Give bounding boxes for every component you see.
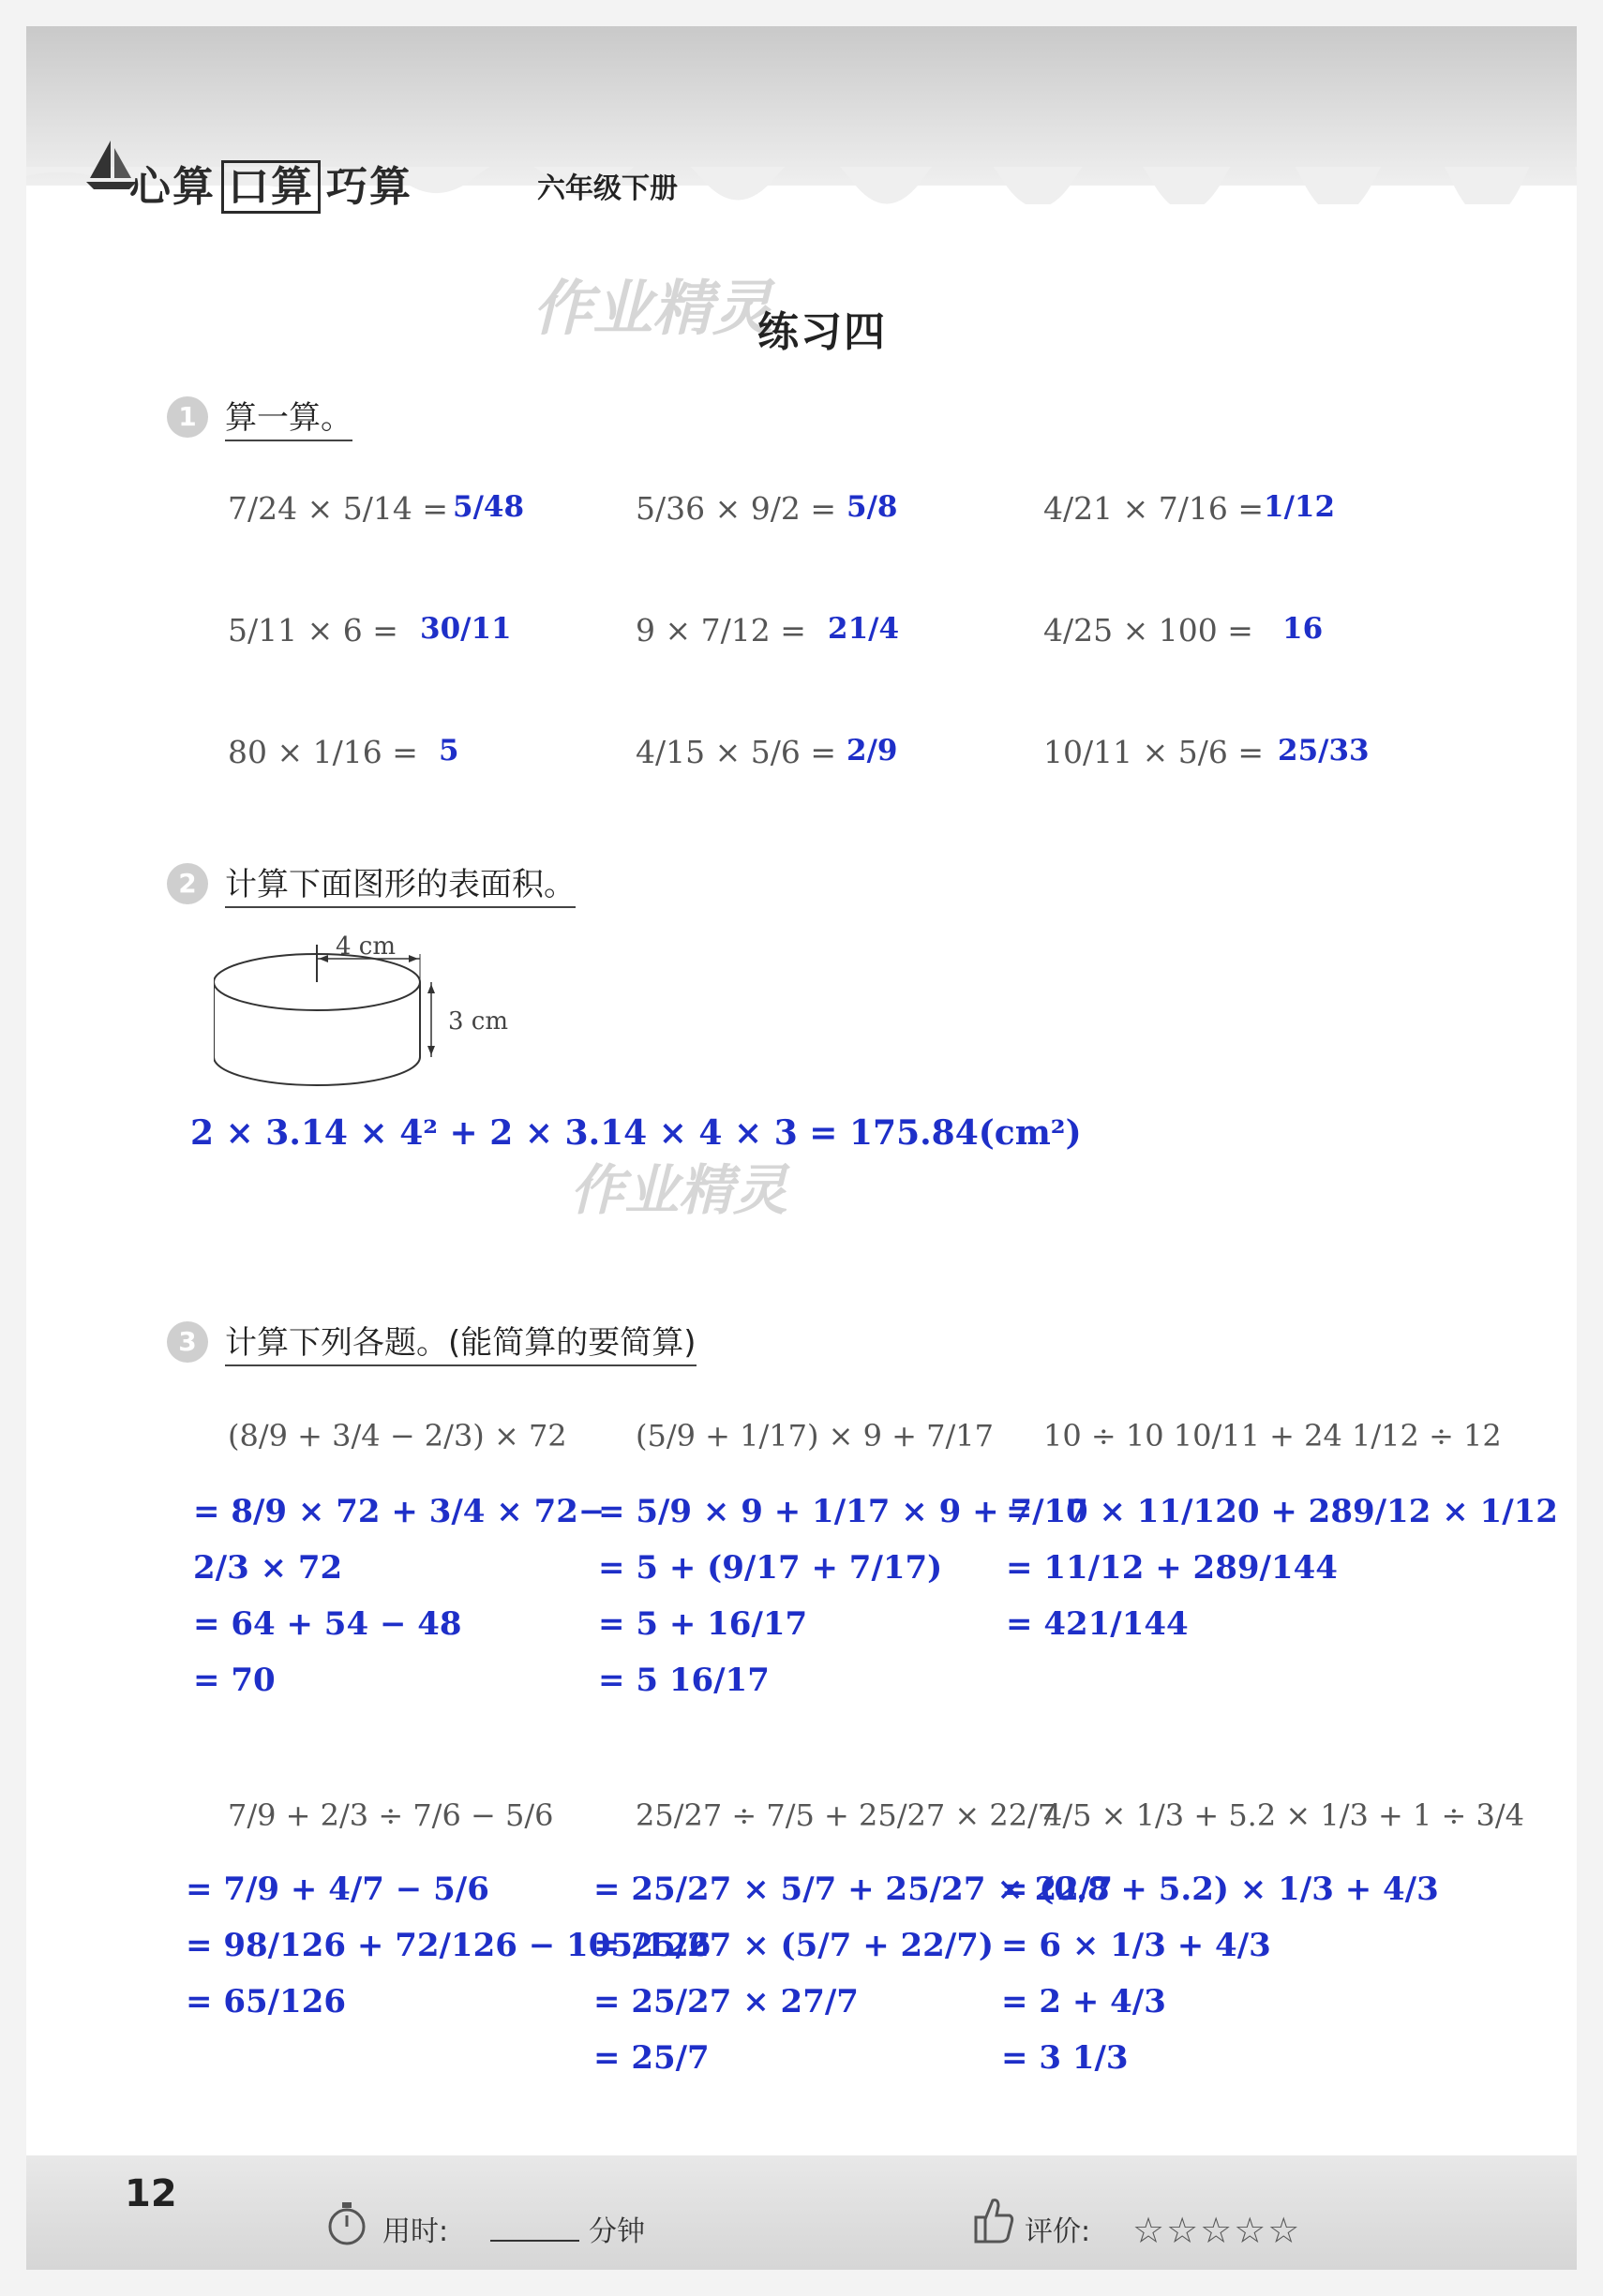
section-3-number: 3 (167, 1321, 208, 1363)
watermark-mid: 作业精灵 (570, 1158, 788, 1222)
s1-r2c3-answer: 16 (1282, 612, 1324, 646)
s3-p6-step4: = 3 1/3 (1001, 2039, 1129, 2077)
rating-stars[interactable]: ☆☆☆☆☆ (1132, 2210, 1302, 2251)
radius-label: 4 cm (336, 932, 397, 961)
s3-p2-step1: = 5/9 × 9 + 1/17 × 9 + 7/17 (598, 1493, 1088, 1530)
s3-p3-step2: = 11/12 + 289/144 (1006, 1549, 1338, 1587)
s1-r3c2-answer: 2/9 (846, 734, 898, 768)
height-label: 3 cm (448, 1007, 509, 1036)
s3-p6-step1: = (0.8 + 5.2) × 1/3 + 4/3 (1001, 1871, 1439, 1908)
s3-p3-question: 10 ÷ 10 10/11 + 24 1/12 ÷ 12 (1043, 1418, 1502, 1454)
time-unit: 分钟 (589, 2215, 645, 2248)
s3-p3-step3: = 421/144 (1006, 1605, 1189, 1643)
rating-label: 评价: (1025, 2215, 1091, 2248)
watermark-top: 作业精灵 (532, 275, 772, 344)
s1-r2c2-answer: 21/4 (828, 612, 900, 646)
s3-p5-step4: = 25/7 (593, 2039, 710, 2077)
s1-r3c3-question: 10/11 × 5/6 = (1043, 734, 1264, 770)
thumbs-up-icon (968, 2193, 1015, 2245)
s1-r3c1-question: 80 × 1/16 = (228, 734, 418, 770)
s1-r2c3-question: 4/25 × 100 = (1043, 612, 1253, 649)
s3-p6-step2: = 6 × 1/3 + 4/3 (1001, 1927, 1271, 1964)
s1-r2c1-answer: 30/11 (420, 612, 512, 646)
s3-p4-step1: = 7/9 + 4/7 − 5/6 (186, 1871, 489, 1908)
s1-r2c2-question: 9 × 7/12 = (636, 612, 806, 649)
s3-p2-step3: = 5 + 16/17 (598, 1605, 808, 1643)
s3-p4-question: 7/9 + 2/3 ÷ 7/6 − 5/6 (228, 1797, 554, 1833)
cylinder-bottom-arc (214, 1057, 420, 1085)
section-2-number: 2 (167, 863, 208, 904)
s1-r1c1-answer: 5/48 (453, 490, 525, 524)
time-blank[interactable] (490, 2240, 579, 2242)
section-3-heading (167, 1317, 697, 1366)
s3-p4-step3: = 65/126 (186, 1983, 347, 2020)
s1-r3c2-question: 4/15 × 5/6 = (636, 734, 836, 770)
s1-r2c1-question: 5/11 × 6 = (228, 612, 398, 649)
s3-p1-step1: = 8/9 × 72 + 3/4 × 72− (193, 1493, 606, 1530)
height-arrow-bottom (427, 1046, 435, 1055)
s3-p5-step3: = 25/27 × 27/7 (593, 1983, 859, 2020)
s1-r1c1-question: 7/24 × 5/14 = (228, 490, 448, 527)
s3-p1-step4: = 70 (193, 1662, 276, 1699)
workbook-page (26, 26, 1577, 2270)
logo-part-3: 巧算 (326, 163, 412, 211)
s1-r1c3-answer: 1/12 (1264, 490, 1336, 524)
s3-p2-step2: = 5 + (9/17 + 7/17) (598, 1549, 943, 1587)
s1-r1c2-answer: 5/8 (846, 490, 898, 524)
radius-arrow-left (319, 955, 328, 962)
s3-p1-step3: = 64 + 54 − 48 (193, 1605, 462, 1643)
stopwatch-icon (324, 2199, 369, 2247)
s3-p5-step2: = 25/27 × (5/7 + 22/7) (593, 1927, 994, 1964)
s3-p1-step2: 2/3 × 72 (193, 1549, 343, 1587)
section-2-heading (167, 858, 576, 908)
s3-p5-step1: = 25/27 × 5/7 + 25/27 × 22/7 (593, 1871, 1114, 1908)
s3-p1-question: (8/9 + 3/4 − 2/3) × 72 (228, 1418, 567, 1454)
s3-p2-step4: = 5 16/17 (598, 1662, 770, 1699)
series-logo (129, 153, 412, 213)
grade-label: 六年级下册 (537, 172, 678, 205)
height-arrow-top (427, 984, 435, 993)
s3-p6-question: 4/5 × 1/3 + 5.2 × 1/3 + 1 ÷ 3/4 (1043, 1797, 1525, 1833)
page-title: 练习四 (757, 308, 887, 356)
time-label: 用时: (382, 2215, 449, 2248)
s1-r1c3-question: 4/21 × 7/16 = (1043, 490, 1264, 527)
logo-part-1: 心算 (129, 163, 216, 211)
section-1-label: 算一算。 (225, 392, 352, 441)
s1-r3c1-answer: 5 (439, 734, 459, 768)
footer-band (26, 2155, 1577, 2270)
logo-part-2: 口算 (221, 160, 321, 214)
s3-p4-step2: = 98/126 + 72/126 − 105/126 (186, 1927, 712, 1964)
s1-r3c3-answer: 25/33 (1278, 734, 1370, 768)
section-3-label: 计算下列各题。(能简算的要简算) (225, 1317, 697, 1366)
s3-p6-step3: = 2 + 4/3 (1001, 1983, 1166, 2020)
page-number: 12 (125, 2172, 177, 2215)
s1-r1c2-question: 5/36 × 9/2 = (636, 490, 836, 527)
radius-arrow-right (409, 955, 418, 962)
section-2-label: 计算下面图形的表面积。 (225, 858, 576, 908)
section-1-number: 1 (167, 396, 208, 438)
s3-p2-question: (5/9 + 1/17) × 9 + 7/17 (636, 1418, 995, 1454)
s3-p3-step1: = 10 × 11/120 + 289/12 × 1/12 (1006, 1493, 1558, 1530)
s3-p5-question: 25/27 ÷ 7/5 + 25/27 × 22/7 (636, 1797, 1057, 1833)
s2-answer: 2 × 3.14 × 4² + 2 × 3.14 × 4 × 3 = 175.84(cm²) (190, 1113, 1082, 1153)
cylinder-diagram (214, 926, 570, 1113)
section-1-heading (167, 392, 352, 441)
